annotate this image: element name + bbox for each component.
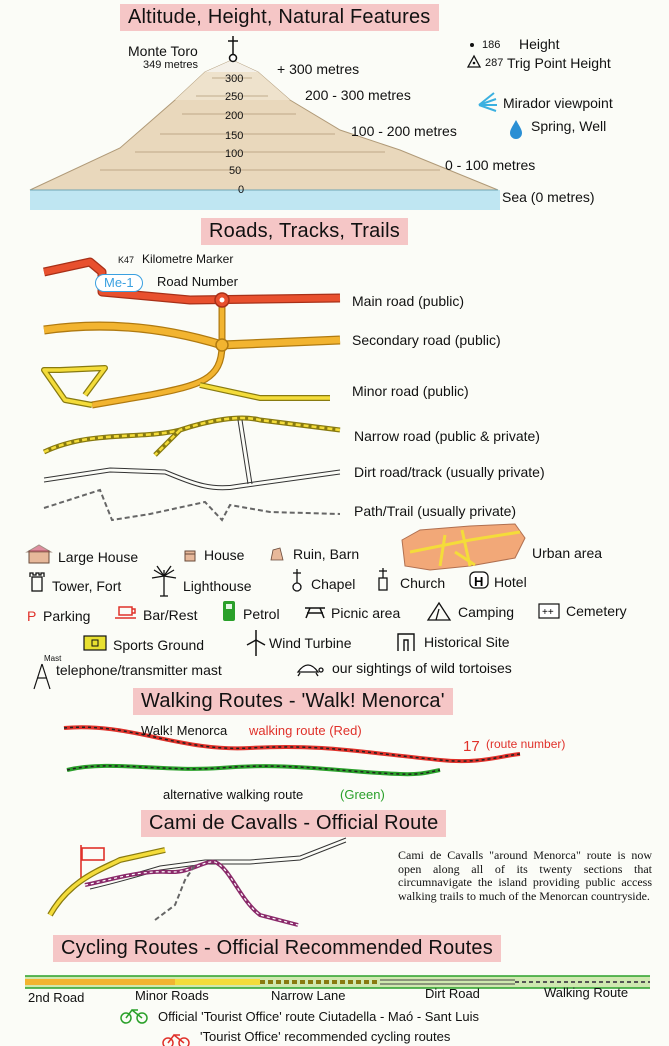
lighthouse-label: Lighthouse <box>183 578 252 594</box>
band-100-200: 100 - 200 metres <box>351 123 457 139</box>
bike-red-icon <box>163 1035 189 1046</box>
path-label: Path/Trail (usually private) <box>354 503 517 519</box>
contour-100: 100 <box>225 148 244 160</box>
narrow-road-label: Narrow road (public & private) <box>354 428 540 444</box>
bar-label: Bar/Rest <box>143 607 198 623</box>
section-header-walking: Walking Routes - 'Walk! Menorca' <box>133 688 453 715</box>
contour-0: 0 <box>238 184 245 196</box>
cycling-label-2nd-road: 2nd Road <box>28 990 85 1005</box>
chapel-label: Chapel <box>311 576 356 592</box>
contour-50: 50 <box>229 165 242 177</box>
parking-icon: P <box>27 608 37 624</box>
dirt-road-label: Dirt road/track (usually private) <box>354 464 545 480</box>
main-road-label: Main road (public) <box>352 293 465 309</box>
contour-200: 200 <box>225 110 244 122</box>
route-number-label: (route number) <box>486 737 566 751</box>
mast-tag: Mast <box>44 654 62 663</box>
alt-route-green-label: (Green) <box>340 787 385 802</box>
height-label: Height <box>519 36 560 52</box>
cami-description: Cami de Cavalls "around Menorca" route is now open along all of its twenty sections that circumnavigate the island providing public access walking trails to much of the Menorcan countryside. <box>398 848 652 903</box>
cycling-label-walking: Walking Route <box>544 985 629 1000</box>
walking-route-red-label: walking route (Red) <box>249 723 362 738</box>
bike-green-icon <box>121 1010 147 1023</box>
contour-300: 300 <box>225 73 244 85</box>
contour-250: 250 <box>225 91 244 103</box>
peak-name: Monte Toro <box>128 43 198 59</box>
sports-label: Sports Ground <box>113 637 205 653</box>
turbine-label: Wind Turbine <box>269 635 352 651</box>
band-300-plus: + 300 metres <box>277 61 360 77</box>
cycling-label-minor: Minor Roads <box>135 988 209 1003</box>
cemetery-label: Cemetery <box>566 603 627 619</box>
contour-150: 150 <box>225 130 244 142</box>
section-header-roads: Roads, Tracks, Trails <box>201 218 408 245</box>
section-header-altitude: Altitude, Height, Natural Features <box>120 4 439 31</box>
band-sea: Sea (0 metres) <box>502 189 595 205</box>
cycling-label-dirt: Dirt Road <box>425 986 480 1001</box>
section-header-cycling: Cycling Routes - Official Recommended Routes <box>53 935 501 962</box>
ruin-label: Ruin, Barn <box>293 546 360 562</box>
minor-road-label: Minor road (public) <box>352 383 469 399</box>
urban-label: Urban area <box>532 545 603 561</box>
spring-label: Spring, Well <box>531 118 607 134</box>
km-label: Kilometre Marker <box>142 252 234 266</box>
camping-label: Camping <box>458 604 515 620</box>
alt-route-prefix: alternative walking route <box>163 787 304 802</box>
historical-label: Historical Site <box>424 634 510 650</box>
trig-label: Trig Point Height <box>507 55 611 71</box>
cycling-recommended-label: 'Tourist Office' recommended cycling routes <box>200 1029 451 1044</box>
cycling-label-narrow: Narrow Lane <box>271 988 346 1003</box>
section-header-cami: Cami de Cavalls - Official Route <box>141 810 446 837</box>
route-number: 17 <box>463 738 480 755</box>
cycling-official-label: Official 'Tourist Office' route Ciutadella - Maó - Sant Luis <box>158 1009 479 1024</box>
mast-label: telephone/transmitter mast <box>56 662 222 678</box>
secondary-road-label: Secondary road (public) <box>352 332 501 348</box>
band-200-300: 200 - 300 metres <box>305 87 411 103</box>
height-value: 186 <box>482 39 501 51</box>
hotel-label: Hotel <box>494 574 527 590</box>
petrol-label: Petrol <box>243 606 280 622</box>
walking-route-prefix: Walk! Menorca <box>141 723 228 738</box>
road-number-label: Road Number <box>157 274 238 289</box>
band-0-100: 0 - 100 metres <box>445 157 536 173</box>
svg-text:++: ++ <box>542 607 554 618</box>
picnic-label: Picnic area <box>331 605 401 621</box>
km-code: K47 <box>118 255 135 265</box>
peak-height: 349 metres <box>143 59 199 71</box>
large-house-label: Large House <box>58 549 139 565</box>
tortoise-label: our sightings of wild tortoises <box>332 660 512 676</box>
house-label: House <box>204 547 245 563</box>
road-number-badge: Me-1 <box>95 274 143 292</box>
svg-text:H: H <box>474 574 484 589</box>
trig-value: 287 <box>485 57 504 69</box>
parking-label: Parking <box>43 608 91 624</box>
tower-label: Tower, Fort <box>52 578 122 594</box>
church-label: Church <box>400 575 446 591</box>
mirador-label: Mirador viewpoint <box>503 95 613 111</box>
